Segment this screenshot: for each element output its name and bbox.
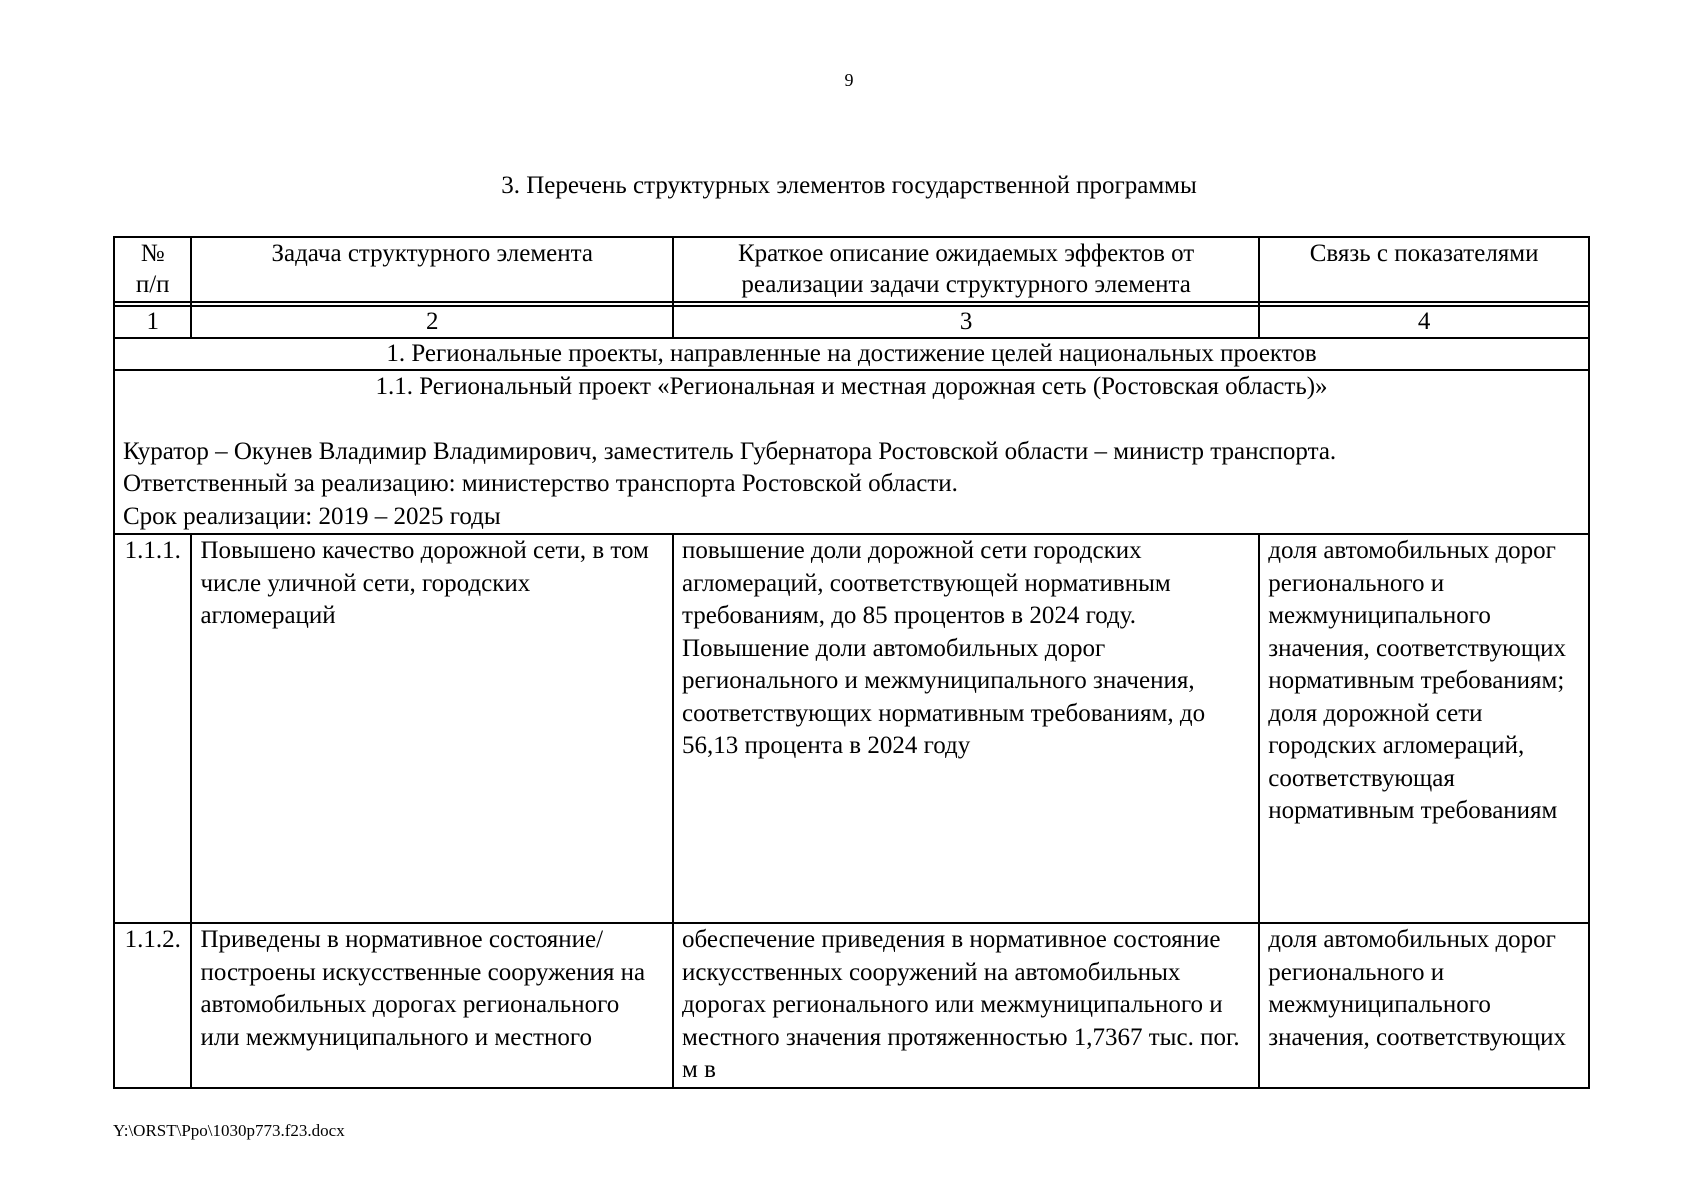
- structural-elements-table: [113, 236, 1590, 1089]
- row-number: 1.1.2.: [114, 923, 191, 1088]
- header-num: № п/п: [114, 237, 191, 302]
- project-term: Срок реализации: 2019 – 2025 годы: [123, 502, 501, 530]
- page-number: 9: [844, 70, 854, 90]
- row-effects: повышение доли дорожной сети городских агломераций, соответствующей нормативным требованиям, до 85 процентов в 2024 году. Повышение доли автомобильных дорог регионального и межмуниципального значения, соответствующих нормативным требованиям, до 56,13 процента в 2024 году: [673, 534, 1259, 923]
- project-curator: Куратор – Окунев Владимир Владимирович, заместитель Губернатора Ростовской области – министр транспорта.: [123, 437, 1337, 465]
- column-number: 2: [191, 306, 673, 338]
- table-header-row: [114, 237, 1589, 302]
- footer-file-path: Y:\ORST\Ppo\1030p773.f23.docx: [113, 1121, 345, 1140]
- row-indicators: доля автомобильных дорог регионального и межмуниципального значения, соответствующих: [1259, 923, 1589, 1088]
- row-task: Повышено качество дорожной сети, в том числе уличной сети, городских агломераций: [191, 534, 673, 923]
- project-responsible: Ответственный за реализацию: министерство транспорта Ростовской области.: [123, 470, 958, 497]
- header-effects: Краткое описание ожидаемых эффектов от реализации задачи структурного элемента: [673, 237, 1259, 302]
- section-row: [114, 338, 1589, 370]
- row-indicators: доля автомобильных дорог регионального и межмуниципального значения, соответствующих нормативным требованиям; доля дорожной сети городских агломераций, соответствующая нормативным требованиям: [1259, 534, 1589, 923]
- column-number: 3: [673, 306, 1259, 338]
- project-row: [114, 370, 1589, 534]
- row-effects: обеспечение приведения в нормативное состояние искусственных сооружений на автомобильных дорогах регионального или межмуниципального и местного значения протяженностью 1,7367 тыс. пог. м в: [673, 923, 1259, 1088]
- column-number: 1: [114, 306, 191, 338]
- section-heading: 1. Региональные проекты, направленные на достижение целей национальных проектов: [114, 338, 1589, 370]
- column-numbers-row: [114, 306, 1589, 338]
- project-title: 1.1. Региональный проект «Региональная и местная дорожная сеть (Ростовская область)»: [375, 373, 1328, 400]
- section-title: 3. Перечень структурных элементов государственной программы: [501, 172, 1197, 199]
- column-number: 4: [1259, 306, 1589, 338]
- row-number: 1.1.1.: [114, 534, 191, 923]
- table-row: [114, 923, 1589, 1088]
- header-task: Задача структурного элемента: [191, 237, 673, 302]
- row-task: Приведены в нормативное состояние/построены искусственные сооружения на автомобильных дорогах регионального или межмуниципального и местного: [191, 923, 673, 1088]
- table-row: [114, 534, 1589, 923]
- header-indicators: Связь с показателями: [1259, 237, 1589, 302]
